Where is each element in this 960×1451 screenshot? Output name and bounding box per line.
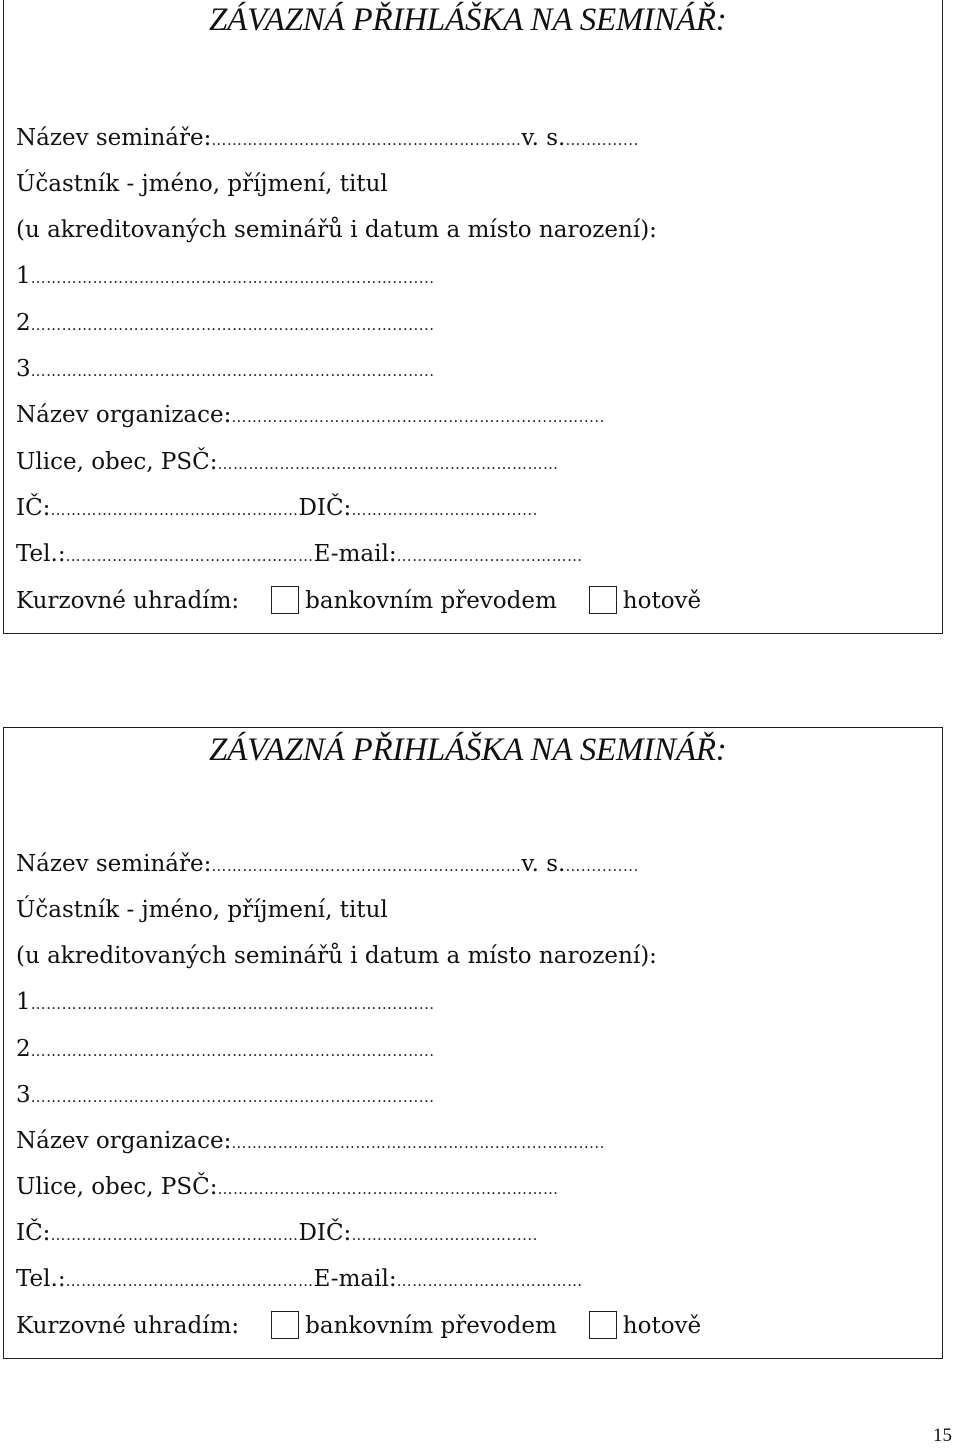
participant-row-1: [16, 988, 435, 1018]
seminar-name-label: Název semináře:: [16, 125, 212, 151]
dic-field[interactable]: …………………………......: [351, 1226, 538, 1244]
participant-field-3[interactable]: ……………………………………….……………………........: [30, 1088, 435, 1106]
participant-note: (u akreditovaných seminářů i datum a místo narození):: [16, 217, 657, 243]
dic-label: DIČ:: [298, 495, 352, 521]
cash-checkbox[interactable]: [589, 1311, 617, 1339]
cash-checkbox[interactable]: [589, 586, 617, 614]
page-number: 15: [933, 1425, 952, 1446]
bank-transfer-checkbox[interactable]: [271, 1311, 299, 1339]
tel-field[interactable]: …………………………………………: [65, 547, 314, 565]
participant-field-3[interactable]: ……………………………………….……………………........: [30, 362, 435, 380]
organization-field[interactable]: ……………………………………………..........…….....: [231, 408, 605, 426]
ic-label: IČ:: [16, 495, 51, 521]
ic-dic-row: [16, 1219, 538, 1249]
tel-label: Tel.:: [16, 1266, 66, 1292]
participant-note: (u akreditovaných seminářů i datum a místo narození):: [16, 943, 657, 969]
participant-number: 1: [16, 263, 31, 289]
form-title: ZÁVAZNÁ PŘIHLÁŠKA NA SEMINÁŘ:: [209, 2, 727, 38]
bank-transfer-label: bankovním převodem: [305, 1313, 557, 1339]
cash-label: hotově: [622, 588, 702, 614]
registration-form-2: [3, 727, 943, 1359]
contact-row: [16, 1265, 583, 1295]
dic-label: DIČ:: [298, 1220, 352, 1246]
registration-form-1: [3, 0, 943, 634]
participant-label: Účastník - jméno, příjmení, titul: [16, 897, 388, 923]
participant-field-1[interactable]: ……………………………………….……………………........: [30, 269, 435, 287]
seminar-name-label: Název semináře:: [16, 851, 212, 877]
tel-field[interactable]: …………………………………………: [65, 1272, 314, 1290]
ic-field[interactable]: …………………………………………: [50, 501, 299, 519]
organization-row: [16, 401, 605, 431]
participant-number: 2: [16, 1036, 31, 1062]
address-field[interactable]: …………………………………………………………: [217, 455, 559, 473]
participant-row-3: [16, 1081, 435, 1111]
email-field[interactable]: ………………………………: [396, 547, 583, 565]
participant-field-2[interactable]: ……………………………………….……………………........: [30, 1042, 435, 1060]
participant-number: 1: [16, 989, 31, 1015]
address-label: Ulice, obec, PSČ:: [16, 1174, 218, 1200]
vs-label: v. s.: [521, 125, 566, 151]
address-row: [16, 1173, 558, 1203]
address-row: [16, 448, 558, 478]
bank-transfer-checkbox[interactable]: [271, 586, 299, 614]
vs-label: v. s.: [521, 851, 566, 877]
ic-label: IČ:: [16, 1220, 51, 1246]
email-field[interactable]: ………………………………: [396, 1272, 583, 1290]
participant-field-1[interactable]: ……………………………………….……………………........: [30, 995, 435, 1013]
participant-number: 2: [16, 310, 31, 336]
participant-row-3: [16, 355, 435, 385]
participant-row-1: [16, 262, 435, 292]
ic-field[interactable]: …………………………………………: [50, 1226, 299, 1244]
vs-field[interactable]: …...........: [565, 857, 639, 875]
organization-row: [16, 1127, 605, 1157]
organization-label: Název organizace:: [16, 1128, 232, 1154]
address-field[interactable]: …………………………………………………………: [217, 1180, 559, 1198]
organization-field[interactable]: ……………………………………………..........…….....: [231, 1134, 605, 1152]
cash-label: hotově: [622, 1313, 702, 1339]
dic-field[interactable]: …………………………......: [351, 501, 538, 519]
seminar-name-row: [16, 850, 639, 880]
participant-label: Účastník - jméno, příjmení, titul: [16, 171, 388, 197]
address-label: Ulice, obec, PSČ:: [16, 449, 218, 475]
participant-number: 3: [16, 1082, 31, 1108]
form-title: ZÁVAZNÁ PŘIHLÁŠKA NA SEMINÁŘ:: [209, 732, 727, 768]
payment-row: [16, 1311, 701, 1343]
seminar-name-field[interactable]: ……………………………………………………: [211, 131, 522, 149]
ic-dic-row: [16, 494, 538, 524]
bank-transfer-label: bankovním převodem: [305, 588, 557, 614]
payment-row: [16, 586, 701, 618]
seminar-name-row: [16, 124, 639, 154]
participant-field-2[interactable]: ……………………………………….……………………........: [30, 316, 435, 334]
contact-row: [16, 540, 583, 570]
payment-label: Kurzovné uhradím:: [16, 1313, 240, 1339]
vs-field[interactable]: …...........: [565, 131, 639, 149]
payment-label: Kurzovné uhradím:: [16, 588, 240, 614]
email-label: E-mail:: [313, 541, 397, 567]
seminar-name-field[interactable]: ……………………………………………………: [211, 857, 522, 875]
organization-label: Název organizace:: [16, 402, 232, 428]
participant-number: 3: [16, 356, 31, 382]
participant-row-2: [16, 1035, 435, 1065]
tel-label: Tel.:: [16, 541, 66, 567]
participant-row-2: [16, 309, 435, 339]
email-label: E-mail:: [313, 1266, 397, 1292]
